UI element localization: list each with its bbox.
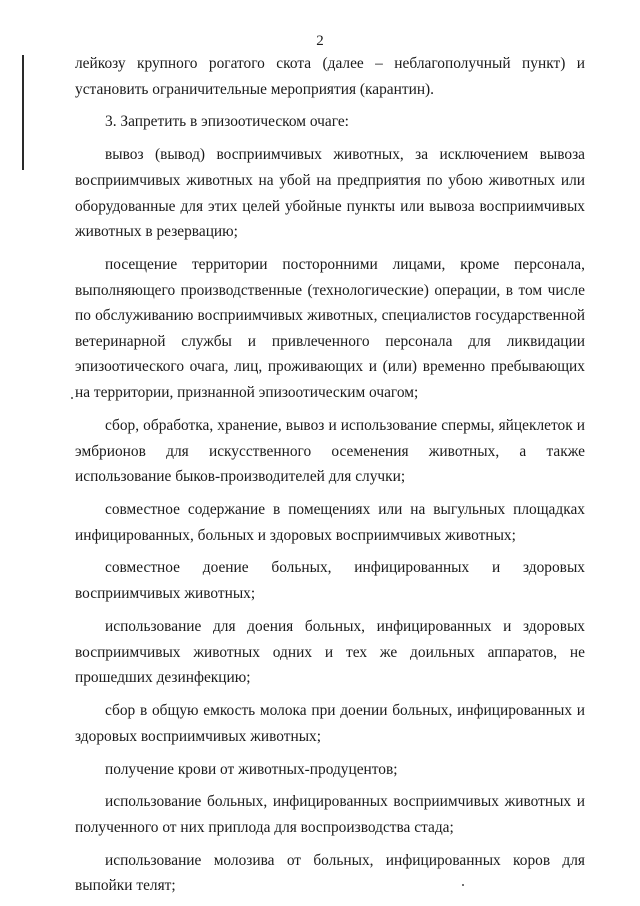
scan-margin-line (22, 55, 24, 170)
paragraph: посещение территории посторонними лицами, кроме персонала, выполняющего производственные (технологические) операции, в том числе по обслуживанию восприимчивых животных, специалистов государственной ветеринарной службы и привлеченного персонала для ликвидации эпизоотического очага, лиц, проживающих и (или) временно пребывающих на территории, признанной эпизоотическим очагом; (75, 256, 585, 402)
scan-speck (71, 397, 73, 399)
paragraph: сбор в общую емкость молока при доении больных, инфицированных и здоровых восприимчивых животных; (75, 702, 585, 745)
paragraph: лейкозу крупного рогатого скота (далее – неблагополучный пункт) и установить ограничительные мероприятия (карантин). (75, 55, 585, 98)
paragraph: 3. Запретить в эпизоотическом очаге: (105, 113, 349, 131)
paragraph: получение крови от животных-продуцентов; (105, 760, 398, 778)
paragraph: совместное содержание в помещениях или на выгульных площадках инфицированных, больных и здоровых восприимчивых животных; (75, 500, 585, 544)
paragraph: использование молозива от больных, инфицированных коров для выпойки телят; (75, 851, 585, 895)
paragraph: сбор, обработка, хранение, вывоз и использование спермы, яйцеклеток и эмбрионов для искусственного осеменения животных, а также использование быков-производителей для случки; (75, 416, 585, 486)
page-number: 2 (316, 33, 324, 49)
paragraph: использование для доения больных, инфицированных и здоровых восприимчивых животных одних и тех же доильных аппаратов, не прошедших дезинфекцию; (75, 617, 585, 687)
paragraph: вывоз (вывод) восприимчивых животных, за исключением вывоза восприимчивых животных на убой на предприятия по убою животных или оборудованные для этих целей убойные пункты или вывоза восприимчивых животных в резервацию; (75, 146, 585, 241)
paragraph: совместное доение больных, инфицированных и здоровых восприимчивых животных; (75, 559, 585, 603)
paragraph: использование больных, инфицированных восприимчивых животных и полученного от них приплода для воспроизводства стада; (75, 793, 585, 836)
document-body (75, 51, 585, 906)
